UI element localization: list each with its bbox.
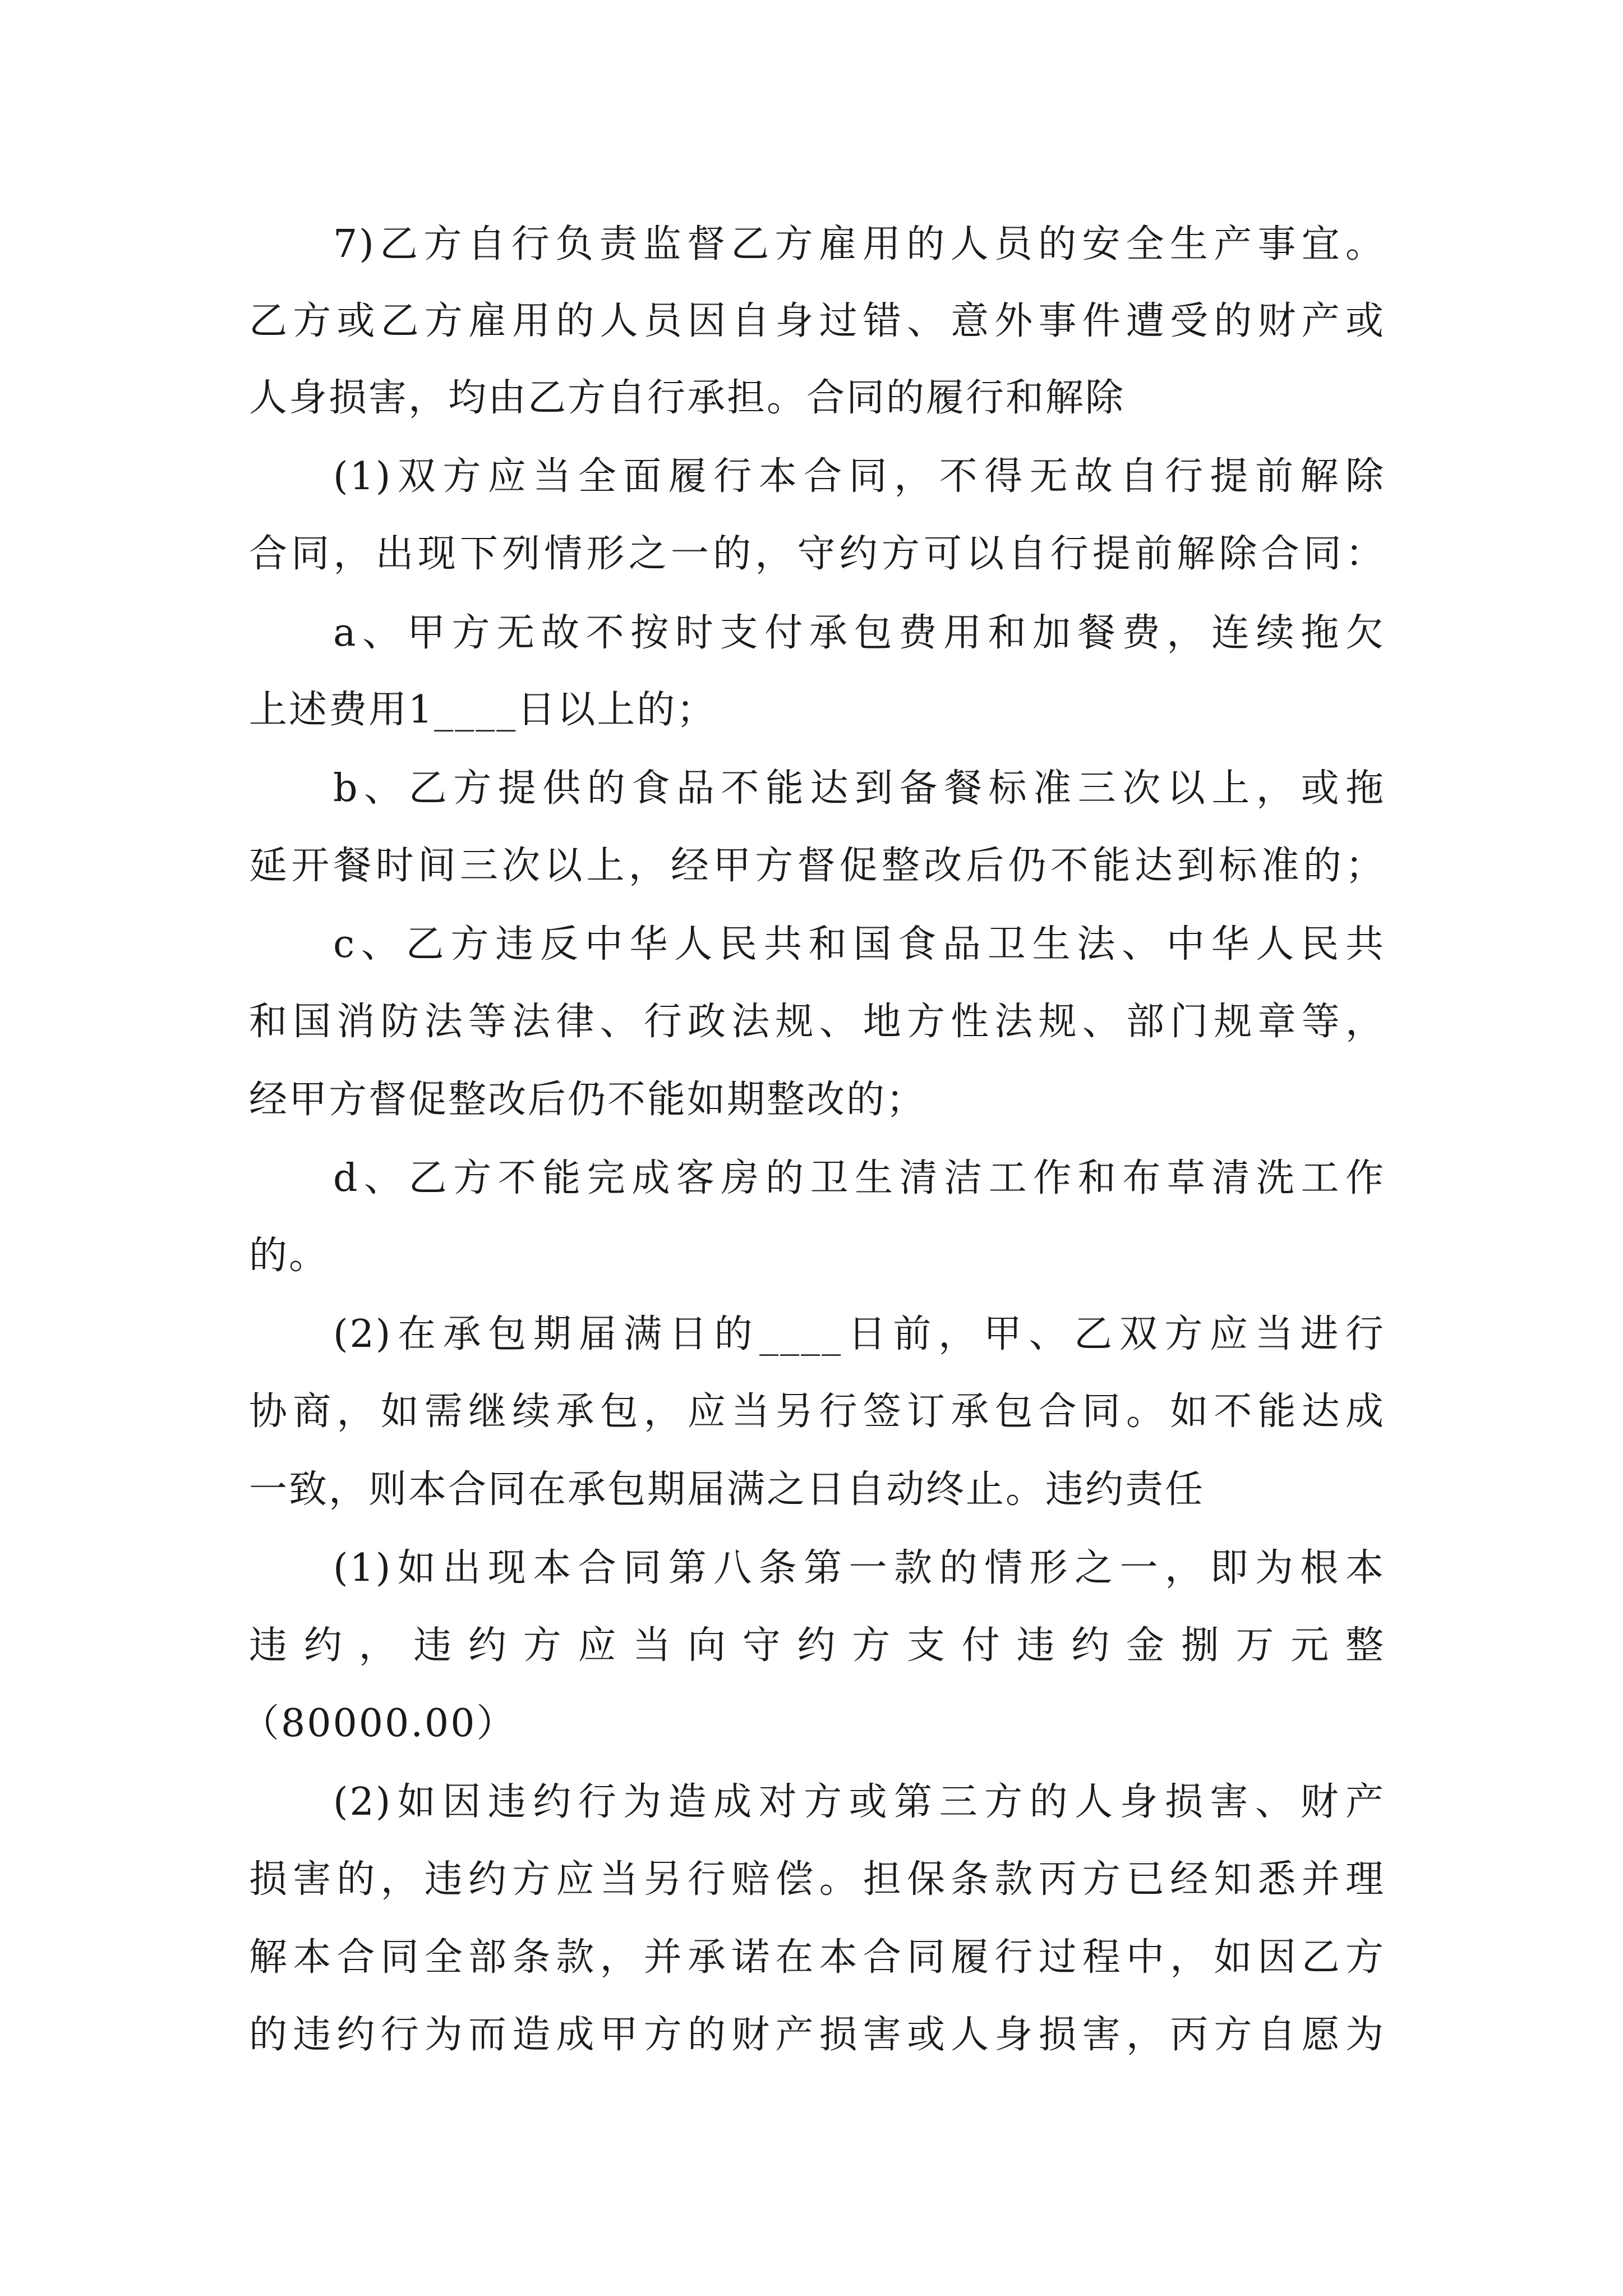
- text-line: b、乙方提供的食品不能达到备餐标准三次以上，或拖: [333, 766, 1385, 811]
- text-line: 协商，如需继续承包，应当另行签订承包合同。如不能达成: [249, 1389, 1385, 1434]
- text-line: （80000.00）: [241, 1701, 517, 1746]
- text-line: 7)乙方自行负责监督乙方雇用的人员的安全生产事宜。: [333, 222, 1385, 266]
- text-line: a、甲方无故不按时支付承包费用和加餐费，连续拖欠: [333, 611, 1385, 655]
- text-line: d、乙方不能完成客房的卫生清洁工作和布草清洗工作: [333, 1156, 1385, 1200]
- text-line: 延开餐时间三次以上，经甲方督促整改后仍不能达到标准的；: [249, 844, 1385, 888]
- text-line: 损害的，违约方应当另行赔偿。担保条款丙方已经知悉并理: [249, 1857, 1385, 1902]
- text-line: 的。: [249, 1234, 329, 1278]
- text-line: c、乙方违反中华人民共和国食品卫生法、中华人民共: [333, 922, 1385, 967]
- text-line: 和国消防法等法律、行政法规、地方性法规、部门规章等，: [249, 1000, 1385, 1044]
- text-line: (1)如出现本合同第八条第一款的情形之一，即为根本: [333, 1546, 1385, 1590]
- document-page: [241, 0, 1385, 2296]
- text-line: (2)在承包期届满日的____日前，甲、乙双方应当进行: [333, 1312, 1385, 1356]
- text-line: 上述费用1____日以上的；: [249, 688, 717, 732]
- text-line: (1)双方应当全面履行本合同，不得无故自行提前解除: [333, 454, 1385, 499]
- text-line: 合同，出现下列情形之一的，守约方可以自行提前解除合同：: [249, 532, 1385, 576]
- text-line: 乙方或乙方雇用的人员因自身过错、意外事件遭受的财产或: [249, 299, 1385, 343]
- text-line: 人身损害，均由乙方自行承担。合同的履行和解除: [249, 376, 1126, 420]
- text-line: 的违约行为而造成甲方的财产损害或人身损害，丙方自愿为: [249, 2013, 1385, 2057]
- text-line: (2)如因违约行为造成对方或第三方的人身损害、财产: [333, 1780, 1385, 1824]
- text-line: 违约，违约方应当向守约方支付违约金捌万元整: [249, 1623, 1385, 1668]
- text-line: 一致，则本合同在承包期届满之日自动终止。违约责任: [249, 1467, 1205, 1512]
- text-line: 经甲方督促整改后仍不能如期整改的；: [249, 1078, 926, 1122]
- text-line: 解本合同全部条款，并承诺在本合同履行过程中，如因乙方: [249, 1935, 1385, 1980]
